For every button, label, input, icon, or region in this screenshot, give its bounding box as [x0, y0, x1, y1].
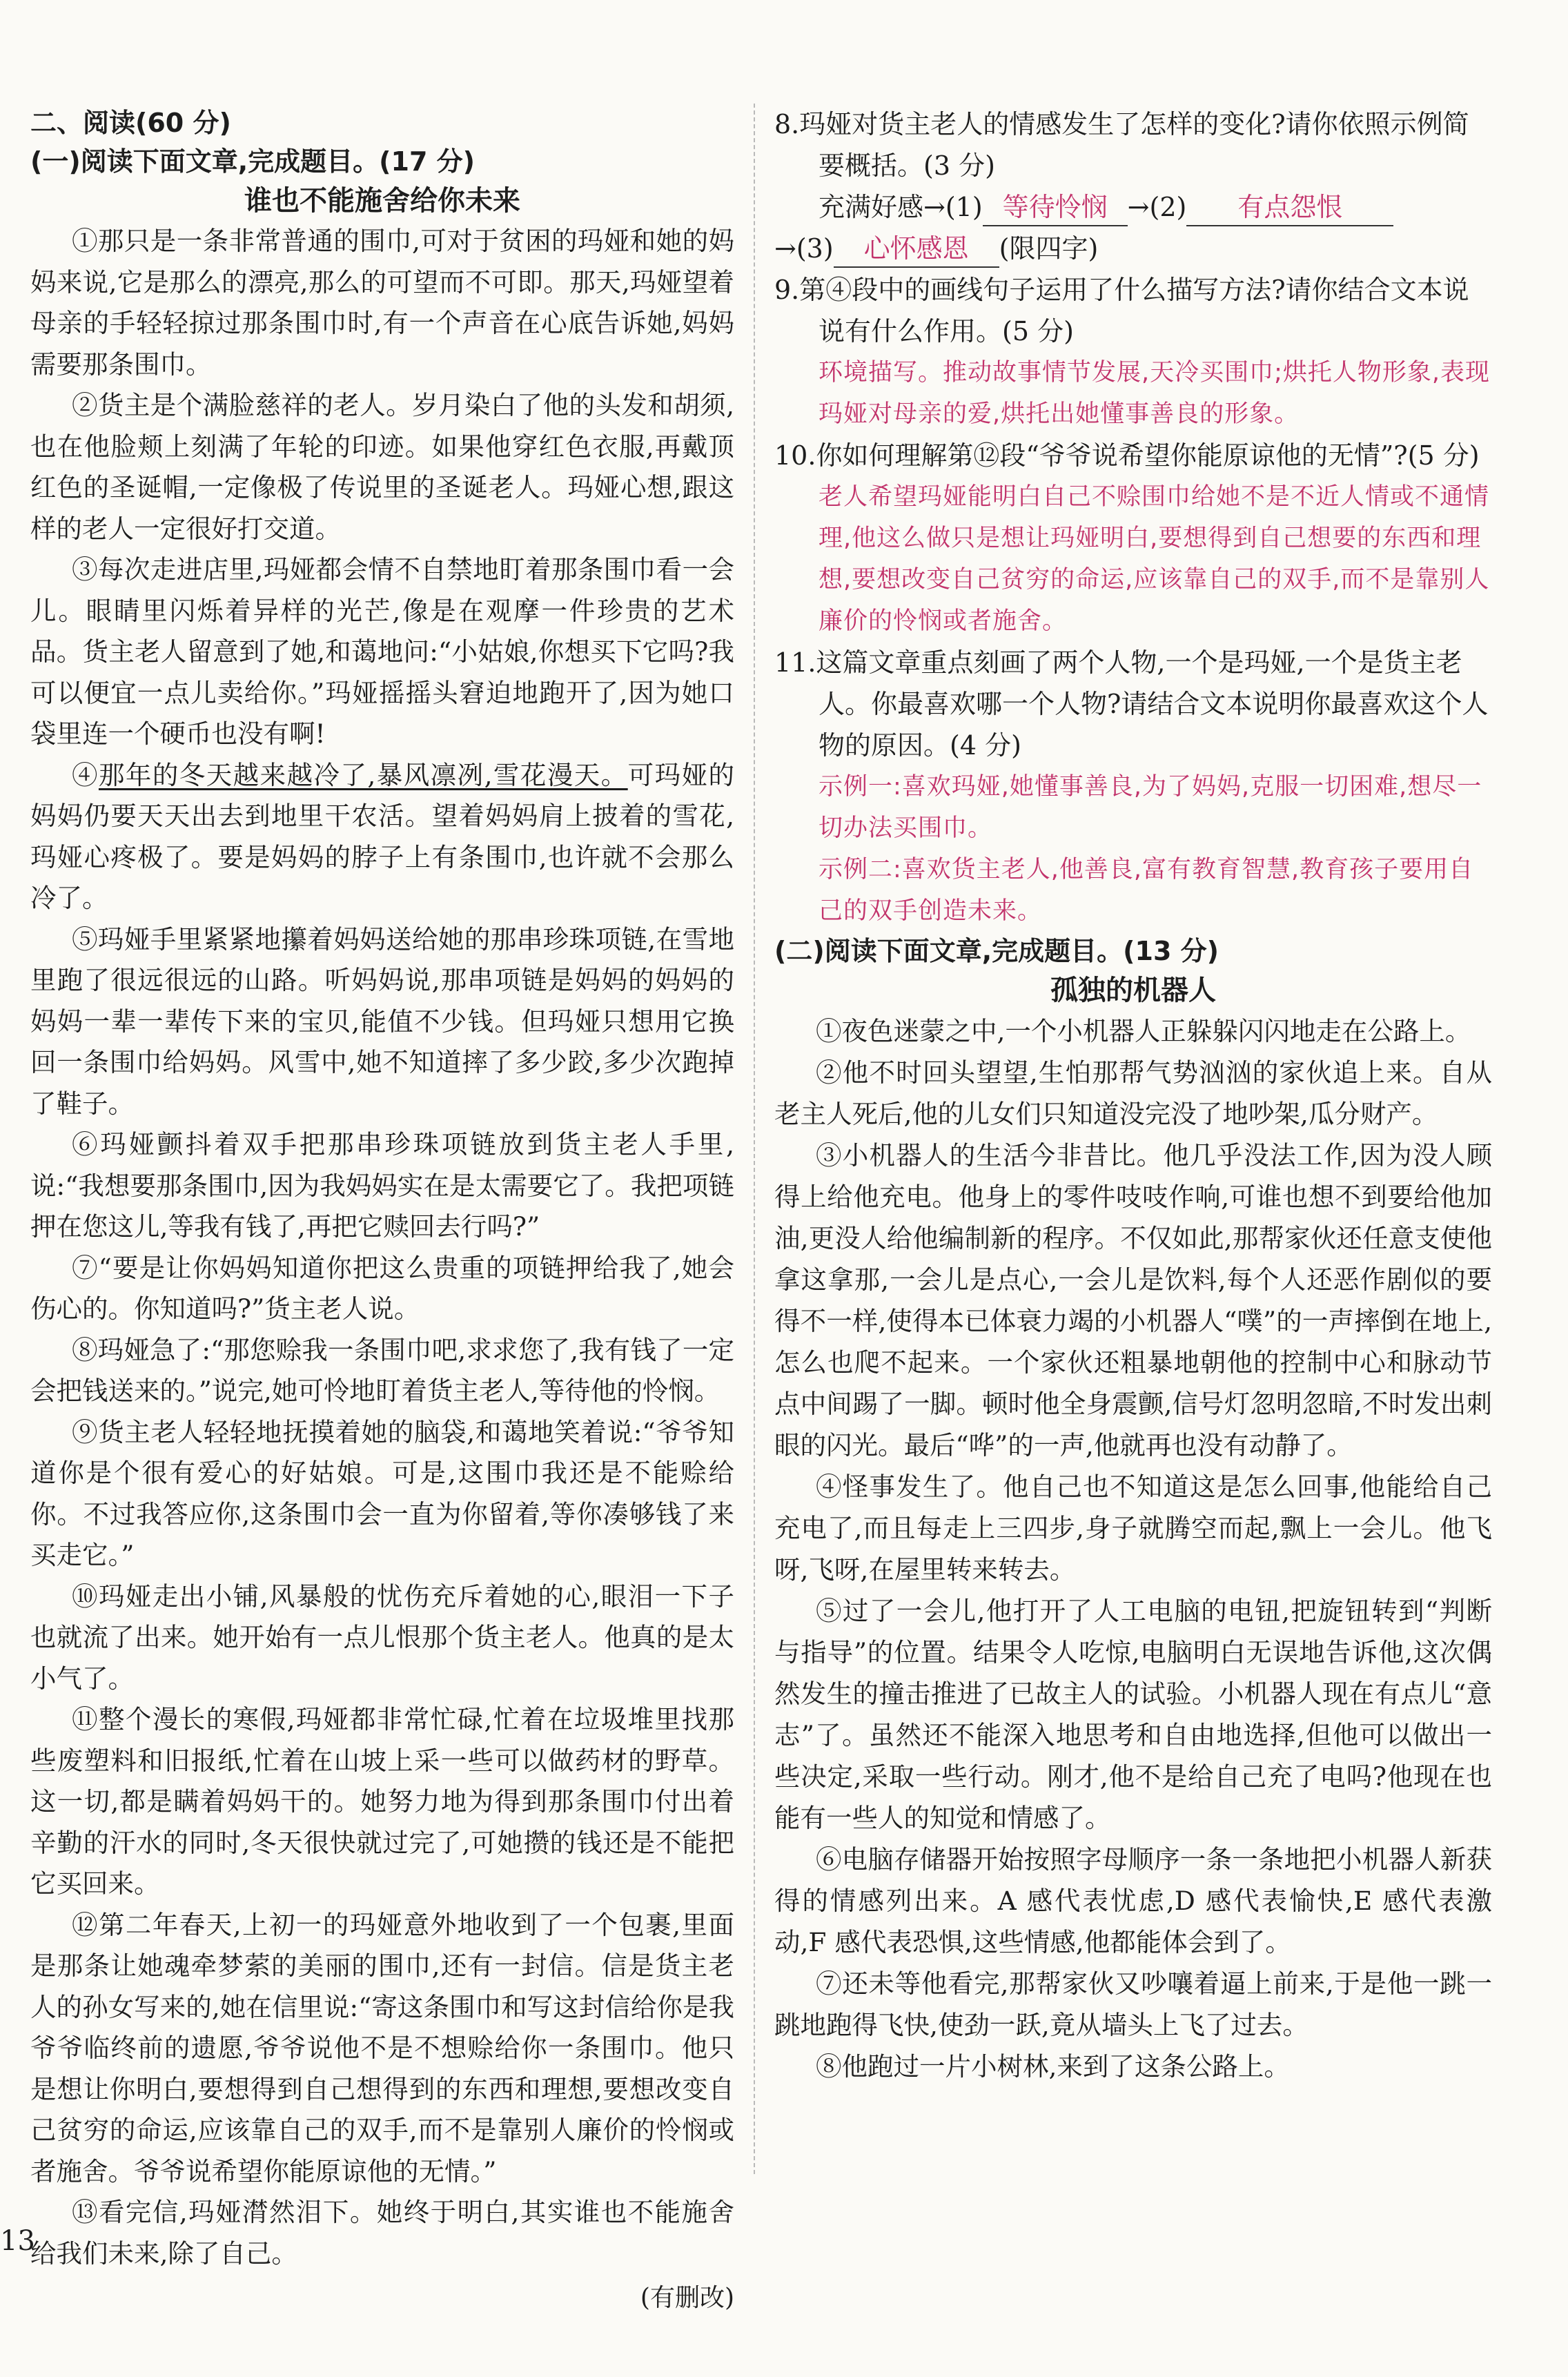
p4-number: ④ — [72, 759, 99, 790]
story2-paragraph-8: ⑧他跑过一片小树林,来到了这条公路上。 — [816, 2051, 1290, 2082]
story2-paragraph-3: ③小机器人的生活今非昔比。他几乎没法工作,因为没人顾得上给他充电。他身上的零件吱吱作响,可谁也想不到要给他加油,更没人给他编制新的程序。不仅如此,那帮家伙还任意支使他拿这拿那,一会儿是点心,一会儿是饮料,每个人还恶作剧似的要得不一样,使得本已体衰力竭的小机器人“噗”的一声摔倒在地上,怎么也爬不起来。一个家伙还粗暴地朝他的控制中心和脉动节点中间踢了一脚。顿时他全身震颤,信号灯忽明忽暗,不时发出刺眼的闪光。最后“哗”的一声,他就再也没有动静了。 — [774, 1140, 1492, 1460]
answer-11-example-2: 示例二:喜欢货主老人,他善良,富有教育智慧,教育孩子要用自己的双手创造未来。 — [819, 856, 1474, 925]
story1-paragraph-6: ⑥玛娅颤抖着双手把那串珍珠项链放到货主老人手里,说:“我想要那条围巾,因为我妈妈实在是太需要它了。我把项链押在您这儿,等我有钱了,再把它赎回去行吗?” — [30, 1129, 734, 1242]
story2-paragraph-1: ①夜色迷蒙之中,一个小机器人正躲躲闪闪地走在公路上。 — [816, 1016, 1471, 1046]
story1-paragraph-12: ⑫第二年春天,上初一的玛娅意外地收到了一个包裹,里面是那条让她魂牵梦萦的美丽的围巾,还有一封信。信是货主老人的孙女写来的,她在信里说:“寄这条围巾和写这封信给你是我爷爷临终前的遗愿,爷爷说他不是不想赊给你一条围巾。他只是想让你明白,要想得到自己想得到的东西和理想,要想改变自己贫穷的命运,应该靠自己的双手,而不是靠别人廉价的怜悯或者施舍。爷爷说希望你能原谅他的无情。” — [30, 1909, 734, 2187]
chain-mid: →(2) — [1127, 192, 1187, 222]
answer-blank-2: 有点怨恨 — [1186, 189, 1393, 226]
story1-paragraph-2: ②货主是个满脸慈祥的老人。岁月染白了他的头发和胡须,也在他脸颊上刻满了年轮的印迹。如果他穿红色衣服,再戴顶红色的圣诞帽,一定像极了传说里的圣诞老人。玛娅心想,跟这样的老人一定很好打交道。 — [30, 390, 734, 544]
story1-paragraph-1: ①那只是一条非常普通的围巾,可对于贫困的玛娅和她的妈妈来说,它是那么的漂亮,那么的可望而不可即。那天,玛娅望着母亲的手轻轻掠过那条围巾时,有一个声音在心底告诉她,妈妈需要那条围巾。 — [30, 226, 734, 380]
story2-paragraph-5: ⑤过了一会儿,他打开了人工电脑的电钮,把旋钮转到“判断与指导”的位置。结果令人吃惊,电脑明白无误地告诉他,这次偶然发生的撞击推进了已故主人的试验。小机器人现在有点儿“意志”了。虽然还不能深入地思考和自由地选择,但他可以做出一些决定,采取一些行动。刚才,他不是给自己充了电吗?他现在也能有一些人的知觉和情感了。 — [774, 1596, 1492, 1833]
p4-rest: 可玛娅的妈妈仍要天天出去到地里干农活。望着妈妈肩上披着的雪花,玛娅心疼极了。要是妈妈的脖子上有条围巾,也许就不会那么冷了。 — [30, 759, 735, 913]
story1-paragraph-3: ③每次走进店里,玛娅都会情不自禁地盯着那条围巾看一会儿。眼睛里闪烁着异样的光芒,像是在观摩一件珍贵的艺术品。货主老人留意到了她,和蔼地问:“小姑娘,你想买下它吗?我可以便宜一点儿卖给你。”玛娅摇摇头窘迫地跑开了,因为她口袋里连一个硬币也没有啊! — [30, 554, 734, 749]
question-9: 9.第④段中的画线句子运用了什么描写方法?请你结合文本说说有什么作用。(5 分) — [774, 275, 1469, 346]
abridged-note: (有删改) — [640, 2284, 734, 2312]
story2-paragraph-4: ④怪事发生了。他自己也不知道这是怎么回事,他能给自己充电了,而且每走上三四步,身子就腾空而起,飘上一会儿。他飞呀,飞呀,在屋里转来转去。 — [774, 1471, 1492, 1585]
story1-paragraph-10: ⑩玛娅走出小铺,风暴般的忧伤充斥着她的心,眼泪一下子也就流了出来。她开始有一点儿恨那个货主老人。他真的是太小气了。 — [30, 1581, 734, 1694]
part1-heading: (一)阅读下面文章,完成题目。(17 分) — [30, 146, 476, 177]
right-column — [774, 104, 1492, 2087]
answer-blank-3: 心怀感恩 — [834, 231, 999, 268]
question-8-chain — [774, 186, 1492, 269]
story1-paragraph-11: ⑪整个漫长的寒假,玛娅都非常忙碌,忙着在垃圾堆里找那些废塑料和旧报纸,忙着在山坡上采一些可以做药材的野草。这一切,都是瞒着妈妈干的。她努力地为得到那条围巾付出着辛勤的汗水的同时,冬天很快就过完了,可她攒的钱还是不能把它买回来。 — [30, 1704, 734, 1899]
story1-paragraph-13: ⑬看完信,玛娅潸然泪下。她终于明白,其实谁也不能施舍给我们未来,除了自己。 — [30, 2197, 734, 2269]
question-10: 10.你如何理解第⑫段“爷爷说希望你能原谅他的无情”?(5 分) — [774, 440, 1480, 471]
story2-paragraph-7: ⑦还未等他看完,那帮家伙又吵嚷着逼上前来,于是他一跳一跳地跑得飞快,使劲一跃,竟从墙头上飞了过去。 — [774, 1968, 1492, 2040]
story1-paragraph-7: ⑦“要是让你妈妈知道你把这么贵重的项链押给我了,她会伤心的。你知道吗?”货主老人说。 — [30, 1252, 734, 1324]
chain-start: 充满好感→(1) — [819, 192, 983, 222]
p4-underlined-sentence: 那年的冬天越来越冷了,暴风凛冽,雪花漫天。 — [98, 759, 628, 790]
chain-arrow-3: →(3) — [774, 233, 834, 264]
page-number: 13 — [0, 2225, 35, 2257]
question-8: 8.玛娅对货主老人的情感发生了怎样的变化?请你依照示例简要概括。(3 分) — [774, 109, 1469, 181]
story2-title: 孤独的机器人 — [1050, 975, 1216, 1006]
answer-blank-1: 等待怜悯 — [983, 189, 1128, 226]
column-divider — [754, 104, 756, 2174]
story2-paragraph-6: ⑥电脑存储器开始按照字母顺序一条一条地把小机器人新获得的情感列出来。A 感代表忧虑,D 感代表愉快,E 感代表激动,F 感代表恐惧,这些情感,他都能体会到了。 — [774, 1844, 1492, 1957]
question-11: 11.这篇文章重点刻画了两个人物,一个是玛娅,一个是货主老人。你最喜欢哪一个人物?请结合文本说明你最喜欢这个人物的原因。(4 分) — [774, 647, 1489, 761]
left-column — [30, 104, 734, 2318]
section-heading: 二、阅读(60 分) — [30, 108, 231, 138]
story1-paragraph-8: ⑧玛娅急了:“那您赊我一条围巾吧,求求您了,我有钱了一定会把钱送来的。”说完,她可怜地盯着货主老人,等待他的怜悯。 — [30, 1334, 734, 1406]
answer-10: 老人希望玛娅能明白自己不赊围巾给她不是不近人情或不通情理,他这么做只是想让玛娅明白,要想得到自己想要的东西和理想,要想改变自己贫穷的命运,应该靠自己的双手,而不是靠别人廉价的怜悯或者施舍。 — [819, 483, 1490, 635]
part2-heading: (二)阅读下面文章,完成题目。(13 分) — [774, 936, 1219, 966]
story1-paragraph-4 — [30, 755, 734, 919]
story1-paragraph-9: ⑨货主老人轻轻地抚摸着她的脑袋,和蔼地笑着说:“爷爷知道你是个很有爱心的好姑娘。可是,这围巾我还是不能赊给你。不过我答应你,这条围巾会一直为你留着,等你凑够钱了来买走它。” — [30, 1416, 734, 1570]
story2-paragraph-2: ②他不时回头望望,生怕那帮气势汹汹的家伙追上来。自从老主人死后,他的儿女们只知道没完没了地吵架,瓜分财产。 — [774, 1057, 1492, 1129]
story1-title: 谁也不能施舍给你未来 — [244, 185, 520, 217]
answer-9: 环境描写。推动故事情节发展,天冷买围巾;烘托人物形象,表现玛娅对母亲的爱,烘托出她懂事善良的形象。 — [819, 359, 1491, 428]
chain-end: (限四字) — [999, 233, 1099, 264]
answer-11-example-1: 示例一:喜欢玛娅,她懂事善良,为了妈妈,克服一切困难,想尽一切办法买围巾。 — [819, 773, 1482, 842]
story1-paragraph-5: ⑤玛娅手里紧紧地攥着妈妈送给她的那串珍珠项链,在雪地里跑了很远很远的山路。听妈妈说,那串项链是妈妈的妈妈的妈妈一辈一辈传下来的宝贝,能值不少钱。但玛娅只想用它换回一条围巾给妈妈。风雪中,她不知道摔了多少跤,多少次跑掉了鞋子。 — [30, 923, 734, 1119]
